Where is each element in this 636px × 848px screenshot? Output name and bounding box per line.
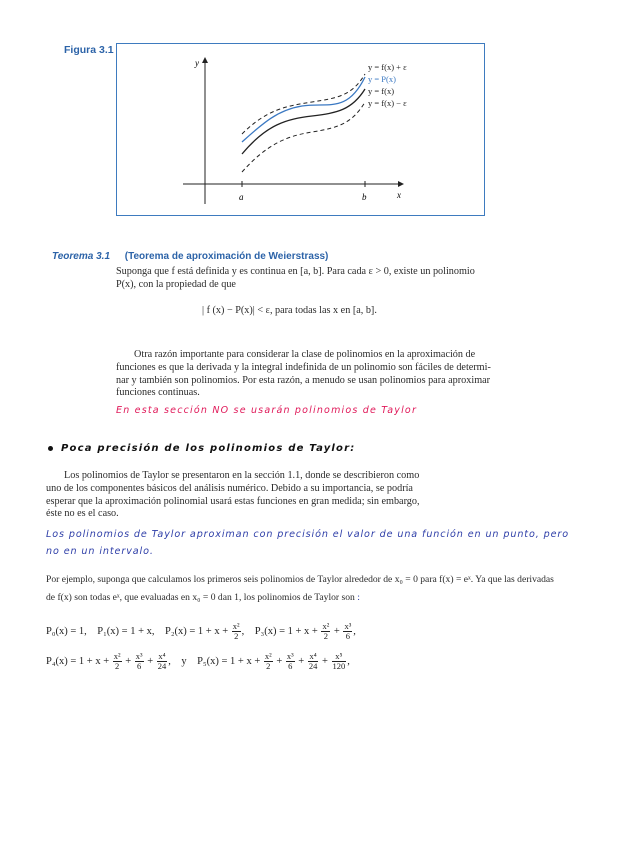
frac-p5-x3: $\frac{\text{x³}}{6}$ bbox=[286, 651, 294, 671]
paragraph-polynomials bbox=[116, 349, 492, 400]
poly-and: y bbox=[181, 655, 187, 667]
frac-x2-2: $\frac{\text{x²}}{2}$ bbox=[232, 621, 240, 641]
legend-p: y = P(x) bbox=[368, 74, 396, 84]
frac-p4-x3: $\frac{\text{x³}}{6}$ bbox=[135, 651, 143, 671]
theorem-line-2: P(x), con la propiedad de que bbox=[116, 278, 236, 290]
frac-p5-x4: $\frac{\text{x⁴}}{24}$ bbox=[308, 651, 318, 671]
legend-f-plus-eps: y = f(x) + ε bbox=[368, 62, 407, 72]
x-axis-label: x bbox=[397, 190, 401, 200]
frac-p5-x2: $\frac{\text{x²}}{2}$ bbox=[264, 651, 272, 671]
bullet-icon bbox=[48, 446, 53, 451]
handwritten-note-blue bbox=[46, 526, 626, 560]
poly-p4: P₄(x) = 1 + x + bbox=[46, 655, 110, 667]
handwritten-heading bbox=[48, 443, 355, 454]
polynomials-row-1: P₀(x) = 1, P₁(x) = 1 + x, P₂(x) = 1 + x + $\frac{\text{x²}}{2}$ , P₃(x) = 1 + x + $\frac{\text{x²}}{2}$ + $\frac{\text{x³}}{6}$ , bbox=[46, 621, 356, 641]
theorem-label: Teorema bbox=[52, 251, 94, 262]
legend-f: y = f(x) bbox=[368, 86, 395, 96]
polynomials-row-2: P₄(x) = 1 + x + $\frac{\text{x²}}{2}$ + $\frac{\text{x³}}{6}$ + $\frac{\text{x⁴}}{24}$ , y P₅(x) = 1 + x + $\frac{\text{x²}}{2}$ + $\frac{\text{x³}}{6}$ + $\frac{\text{x⁴}}{24}$ + $\frac{\text{x⁵}}{120}$ , bbox=[46, 651, 350, 671]
frac-p5-x5: $\frac{\text{x⁵}}{120}$ bbox=[332, 651, 346, 671]
paragraph2-line-2: uno de los componentes básicos del análisis numérico. Debido a su importancia, se podría bbox=[46, 482, 413, 494]
curve-f-plus-eps bbox=[242, 74, 365, 134]
poly-p0: P₀(x) = 1, bbox=[46, 625, 87, 637]
curve-f bbox=[242, 89, 365, 154]
poly-p2: P₂(x) = 1 + x + bbox=[165, 625, 229, 637]
tick-b-label: b bbox=[362, 192, 367, 202]
handwritten-note-red: En esta sección NO se usarán polinomios de Taylor bbox=[116, 405, 418, 416]
theorem-body bbox=[116, 266, 496, 292]
note-blue-line-1: Los polinomios de Taylor aproximan con precisión el valor de una función en un punto, pero bbox=[46, 529, 570, 540]
y-axis-label: y bbox=[195, 58, 199, 68]
theorem-formula: | f (x) − P(x)| < ε, para todas las x en [a, b]. bbox=[202, 305, 377, 316]
paragraph2-line-1: Los polinomios de Taylor se presentaron en la sección 1.1, donde se describieron como bbox=[64, 470, 420, 481]
frac-x2-2b: $\frac{\text{x²}}{2}$ bbox=[322, 621, 330, 641]
paragraph1-line-1: Otra razón importante para considerar la clase de polinomios en la aproximación de bbox=[134, 349, 476, 360]
curve-p bbox=[242, 77, 365, 142]
example-line-2: de f(x) son todas eˣ, que evaluadas en x₀ = 0 dan 1, los polinomios de Taylor son bbox=[46, 592, 355, 603]
frac-p4-x2: $\frac{\text{x²}}{2}$ bbox=[113, 651, 121, 671]
paragraph1-line-2: funciones es que la derivada y la integral indefinida de un polinomio son fáciles de determi- bbox=[116, 361, 491, 373]
legend-f-minus-eps: y = f(x) − ε bbox=[368, 98, 407, 108]
theorem-title: (Teorema de aproximación de Weierstrass) bbox=[124, 251, 329, 262]
theorem-number: 3.1 bbox=[96, 251, 111, 262]
paragraph2-line-3: esperar que la aproximación polinomial usará estas funciones en gran medida; sin embargo, bbox=[46, 495, 420, 507]
theorem-line-1: Suponga que f está definida y es continua en [a, b]. Para cada ε > 0, existe un polinomio bbox=[116, 266, 475, 277]
curve-f-minus-eps bbox=[242, 102, 365, 172]
figure-label: Figura 3.1 bbox=[64, 44, 114, 56]
poly-p3: P₃(x) = 1 + x + bbox=[254, 625, 318, 637]
frac-p4-x4: $\frac{\text{x⁴}}{24}$ bbox=[157, 651, 167, 671]
example-paragraph bbox=[46, 571, 631, 607]
poly-p5: P₅(x) = 1 + x + bbox=[197, 655, 261, 667]
figure-frame bbox=[116, 43, 485, 216]
paragraph1-line-3: nar y también son polinomios. Por esta razón, a menudo se usan polinomios para aproximar bbox=[116, 374, 491, 386]
example-colon: : bbox=[357, 592, 360, 603]
example-line-1: Por ejemplo, suponga que calculamos los primeros seis polinomios de Taylor alrededor de x₀ = 0 para f(x) = eˣ. Ya que las derivadas bbox=[46, 574, 554, 585]
theorem-header bbox=[52, 251, 328, 262]
heading-text: Poca precisión de los polinomios de Taylor: bbox=[61, 443, 356, 454]
paragraph-taylor bbox=[46, 470, 436, 521]
frac-x3-6: $\frac{\text{x³}}{6}$ bbox=[344, 621, 352, 641]
paragraph1-line-4: funciones continuas. bbox=[116, 387, 200, 399]
poly-p1: P₁(x) = 1 + x, bbox=[97, 625, 155, 637]
tick-a-label: a bbox=[239, 192, 244, 202]
paragraph2-line-4: éste no es el caso. bbox=[46, 508, 119, 520]
weierstrass-figure bbox=[117, 44, 486, 217]
note-blue-line-2: no en un intervalo. bbox=[46, 546, 154, 557]
